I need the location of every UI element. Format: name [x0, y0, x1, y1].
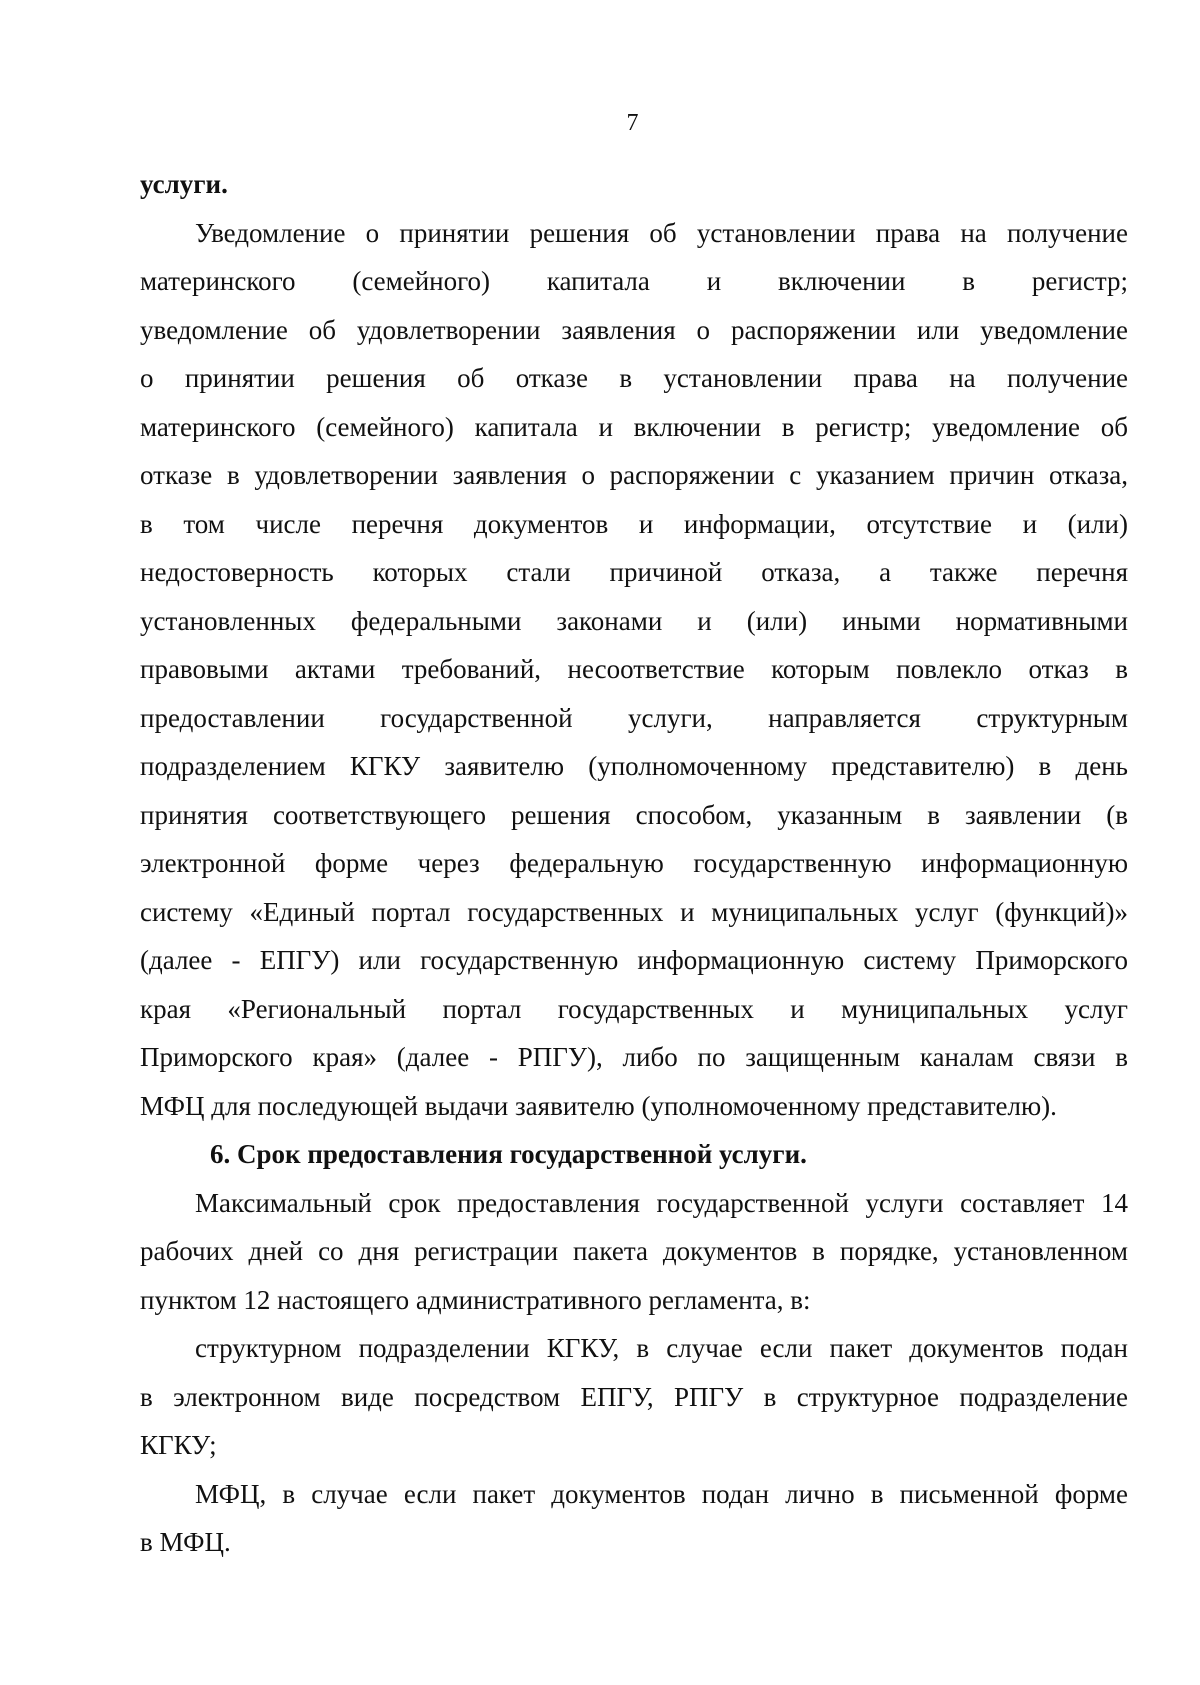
paragraph-line: края «Региональный портал государственных и муниципальных услуг [140, 993, 1128, 1024]
carry-over-text: услуги. [140, 169, 228, 199]
page-number: 7 [626, 110, 639, 136]
paragraph-line: рабочих дней со дня регистрации пакета документов в порядке, установленном [140, 1236, 1128, 1266]
document-body [140, 160, 1128, 1567]
paragraph-line: пунктом 12 настоящего административного регламента, в: [140, 1284, 811, 1315]
paragraph-line: в том числе перечня документов и информации, отсутствие и (или) [140, 508, 1128, 539]
paragraph-line: принятия соответствующего решения способом, указанным в заявлении (в [140, 799, 1128, 830]
paragraph-line: МФЦ, в случае если пакет документов подан лично в письменной форме [195, 1478, 1128, 1509]
paragraph-line: МФЦ для последующей выдачи заявителю (уполномоченному представителю). [140, 1090, 1057, 1121]
paragraph-line: уведомление об удовлетворении заявления о распоряжении или уведомление [140, 314, 1128, 345]
paragraph-line: установленных федеральными законами и (или) иными нормативными [140, 605, 1128, 636]
paragraph-line: Уведомление о принятии решения об установлении права на получение [195, 217, 1128, 248]
paragraph-line: о принятии решения об отказе в установлении права на получение [140, 363, 1128, 393]
paragraph-line: предоставлении государственной услуги, направляется структурным [140, 702, 1128, 733]
paragraph-line: в МФЦ. [140, 1527, 231, 1557]
paragraph-line: материнского (семейного) капитала и включении в регистр; [140, 266, 1128, 296]
paragraph-line: в электронном виде посредством ЕПГУ, РПГУ в структурное подразделение [140, 1381, 1128, 1412]
paragraph-line: электронной форме через федеральную государственную информационную [140, 848, 1128, 878]
paragraph-line: систему «Единый портал государственных и муниципальных услуг (функций)» [140, 896, 1128, 927]
paragraph-line: подразделением КГКУ заявителю (уполномоченному представителю) в день [140, 751, 1128, 781]
paragraph-line: правовыми актами требований, несоответствие которым повлекло отказ в [140, 654, 1128, 684]
paragraph-line: структурном подразделении КГКУ, в случае если пакет документов подан [195, 1333, 1128, 1363]
paragraph-line: Приморского края» (далее - РПГУ), либо по защищенным каналам связи в [140, 1042, 1128, 1072]
paragraph-line: КГКУ; [140, 1430, 217, 1460]
paragraph-line: недостоверность которых стали причиной отказа, а также перечня [140, 557, 1128, 587]
section-heading: 6. Срок предоставления государственной услуги. [210, 1139, 807, 1169]
paragraph-line: отказе в удовлетворении заявления о распоряжении с указанием причин отказа, [140, 460, 1128, 490]
paragraph-line: (далее - ЕПГУ) или государственную информационную систему Приморского [140, 945, 1128, 975]
paragraph-line: Максимальный срок предоставления государственной услуги составляет 14 [195, 1187, 1128, 1218]
paragraph-line: материнского (семейного) капитала и включении в регистр; уведомление об [140, 411, 1128, 442]
